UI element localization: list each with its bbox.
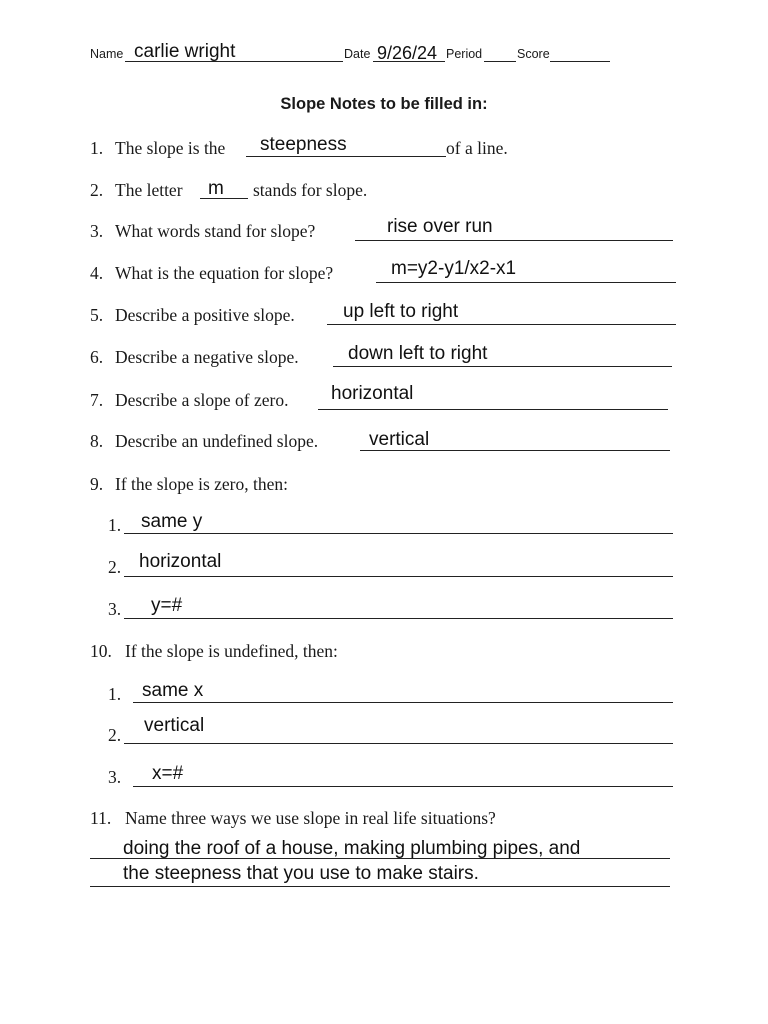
question-number: 6. xyxy=(90,347,104,367)
answer-line xyxy=(246,156,446,157)
answer-text[interactable]: doing the roof of a house, making plumbing pipes, and xyxy=(123,838,581,859)
question-text: If the slope is zero, then: xyxy=(115,474,289,494)
answer-line xyxy=(124,618,673,619)
answer-text[interactable]: m xyxy=(208,178,224,199)
date-value[interactable]: 9/26/24 xyxy=(377,43,438,63)
sub-item-number: 2. xyxy=(108,557,122,577)
question-text: Describe a slope of zero. xyxy=(115,390,289,410)
answer-text[interactable]: horizontal xyxy=(139,551,222,572)
answer-line xyxy=(133,786,673,787)
name-value[interactable]: carlie wright xyxy=(134,41,236,62)
score-label: Score xyxy=(517,47,550,61)
answer-text[interactable]: the steepness that you use to make stairs. xyxy=(123,863,479,884)
question-text: Name three ways we use slope in real life situations? xyxy=(125,808,496,828)
answer-text[interactable]: y=# xyxy=(151,595,183,616)
answer-text[interactable]: up left to right xyxy=(343,301,459,322)
answer-line xyxy=(318,409,668,410)
question-text: Describe a negative slope. xyxy=(115,347,299,367)
period-line[interactable] xyxy=(484,61,516,62)
sub-item-number: 1. xyxy=(108,684,122,704)
answer-line xyxy=(355,240,673,241)
question-number: 2. xyxy=(90,180,104,200)
question-text: If the slope is undefined, then: xyxy=(125,641,338,661)
sub-item-number: 1. xyxy=(108,515,122,535)
answer-line xyxy=(90,886,670,887)
answer-line xyxy=(133,702,673,703)
answer-text[interactable]: x=# xyxy=(152,763,184,784)
answer-text[interactable]: horizontal xyxy=(331,383,414,404)
answer-text[interactable]: steepness xyxy=(260,134,347,155)
question-number: 1. xyxy=(90,138,104,158)
answer-line xyxy=(376,282,676,283)
question-number: 4. xyxy=(90,263,104,283)
question-text-after: stands for slope. xyxy=(253,180,368,200)
answer-text[interactable]: m=y2-y1/x2-x1 xyxy=(391,258,517,279)
question-number: 11. xyxy=(90,808,112,828)
question-text-after: of a line. xyxy=(446,138,508,158)
question-number: 3. xyxy=(90,221,104,241)
answer-line xyxy=(333,366,672,367)
name-label: Name xyxy=(90,47,124,61)
page-title: Slope Notes to be filled in: xyxy=(280,95,488,113)
answer-text[interactable]: same x xyxy=(142,680,204,701)
sub-item-number: 2. xyxy=(108,725,122,745)
answer-line xyxy=(124,576,673,577)
sub-item-number: 3. xyxy=(108,599,122,619)
period-label: Period xyxy=(446,47,483,61)
question-number: 8. xyxy=(90,431,104,451)
answer-text[interactable]: vertical xyxy=(369,429,430,450)
question-text: What is the equation for slope? xyxy=(115,263,334,283)
score-line[interactable] xyxy=(550,61,610,62)
question-text: What words stand for slope? xyxy=(115,221,316,241)
question-number: 5. xyxy=(90,305,104,325)
answer-line xyxy=(124,533,673,534)
answer-line xyxy=(124,743,673,744)
answer-text[interactable]: rise over run xyxy=(387,216,493,237)
question-text-before: The letter xyxy=(115,180,183,200)
question-text: Describe an undefined slope. xyxy=(115,431,319,451)
date-label: Date xyxy=(344,47,371,61)
question-number: 7. xyxy=(90,390,104,410)
sub-item-number: 3. xyxy=(108,767,122,787)
answer-text[interactable]: same y xyxy=(141,511,203,532)
question-text: Describe a positive slope. xyxy=(115,305,295,325)
answer-text[interactable]: down left to right xyxy=(348,343,488,364)
question-number: 10. xyxy=(90,641,112,661)
answer-text[interactable]: vertical xyxy=(144,715,205,736)
answer-line xyxy=(327,324,676,325)
question-text-before: The slope is the xyxy=(115,138,226,158)
question-number: 9. xyxy=(90,474,104,494)
